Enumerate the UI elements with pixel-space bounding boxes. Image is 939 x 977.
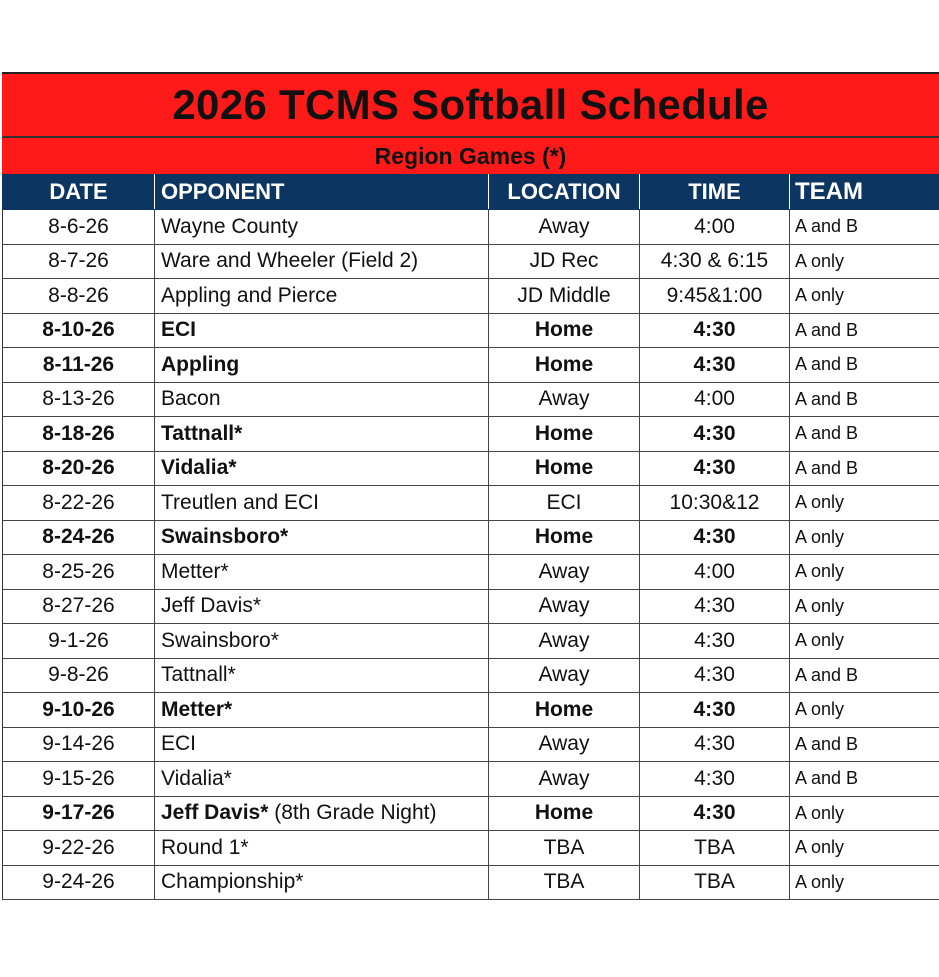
- header-row: [3, 175, 939, 210]
- table-row: [3, 796, 939, 831]
- table-row: [3, 382, 939, 417]
- header-date: DATE: [3, 175, 155, 210]
- cell-team: A only: [790, 279, 939, 314]
- header-opponent: OPPONENT: [155, 175, 489, 210]
- cell-team: A only: [790, 865, 939, 900]
- opponent-note: (8th Grade Night): [268, 801, 437, 825]
- cell-time: 4:30: [640, 589, 790, 624]
- cell-opponent: [155, 831, 489, 866]
- schedule-sheet: [2, 72, 939, 900]
- cell-opponent: [155, 451, 489, 486]
- cell-opponent: [155, 279, 489, 314]
- header-time: TIME: [640, 175, 790, 210]
- cell-opponent: [155, 658, 489, 693]
- opponent-name: Vidalia*: [161, 456, 237, 480]
- cell-date: 9-22-26: [3, 831, 155, 866]
- cell-time: 4:00: [640, 382, 790, 417]
- opponent-name: Appling and Pierce: [161, 283, 338, 307]
- cell-opponent: [155, 244, 489, 279]
- cell-time: 4:30: [640, 796, 790, 831]
- page-subtitle: Region Games (*): [2, 136, 939, 174]
- cell-location: Away: [489, 624, 640, 659]
- cell-location: ECI: [489, 486, 640, 521]
- cell-time: 10:30&12: [640, 486, 790, 521]
- opponent-name: Tattnall*: [161, 663, 236, 687]
- opponent-name: Championship*: [161, 870, 304, 894]
- cell-team: A and B: [790, 762, 939, 797]
- table-row: [3, 520, 939, 555]
- cell-location: Home: [489, 451, 640, 486]
- cell-team: A and B: [790, 417, 939, 452]
- cell-opponent: [155, 865, 489, 900]
- cell-opponent: [155, 727, 489, 762]
- opponent-name: Wayne County: [161, 214, 298, 238]
- cell-time: 4:30: [640, 658, 790, 693]
- cell-time: TBA: [640, 831, 790, 866]
- table-row: [3, 762, 939, 797]
- cell-team: A only: [790, 796, 939, 831]
- table-body: [3, 210, 939, 900]
- cell-time: 4:30: [640, 313, 790, 348]
- cell-date: 9-10-26: [3, 693, 155, 728]
- cell-location: Home: [489, 693, 640, 728]
- cell-date: 8-10-26: [3, 313, 155, 348]
- cell-team: A only: [790, 589, 939, 624]
- table-row: [3, 865, 939, 900]
- cell-location: TBA: [489, 865, 640, 900]
- cell-date: 8-7-26: [3, 244, 155, 279]
- cell-time: 4:30: [640, 417, 790, 452]
- cell-team: A only: [790, 486, 939, 521]
- cell-opponent: [155, 313, 489, 348]
- cell-date: 8-25-26: [3, 555, 155, 590]
- cell-date: 8-18-26: [3, 417, 155, 452]
- cell-location: Home: [489, 796, 640, 831]
- opponent-name: Metter*: [161, 559, 229, 583]
- cell-team: A and B: [790, 658, 939, 693]
- cell-date: 8-6-26: [3, 210, 155, 245]
- cell-date: 8-8-26: [3, 279, 155, 314]
- cell-opponent: [155, 555, 489, 590]
- cell-location: JD Rec: [489, 244, 640, 279]
- cell-time: 4:30 & 6:15: [640, 244, 790, 279]
- cell-team: A only: [790, 244, 939, 279]
- header-location: LOCATION: [489, 175, 640, 210]
- cell-time: 4:30: [640, 727, 790, 762]
- cell-time: TBA: [640, 865, 790, 900]
- table-row: [3, 693, 939, 728]
- cell-opponent: [155, 589, 489, 624]
- cell-opponent: [155, 624, 489, 659]
- cell-location: Home: [489, 417, 640, 452]
- cell-location: Home: [489, 520, 640, 555]
- opponent-name: Treutlen and ECI: [161, 490, 319, 514]
- cell-location: Away: [489, 762, 640, 797]
- cell-team: A and B: [790, 210, 939, 245]
- opponent-name: Jeff Davis*: [161, 801, 269, 825]
- opponent-name: Jeff Davis*: [161, 594, 261, 618]
- cell-date: 9-24-26: [3, 865, 155, 900]
- table-row: [3, 486, 939, 521]
- table-row: [3, 417, 939, 452]
- opponent-name: Bacon: [161, 387, 221, 411]
- schedule-table: [2, 174, 939, 900]
- table-row: [3, 624, 939, 659]
- cell-team: A only: [790, 831, 939, 866]
- cell-opponent: [155, 796, 489, 831]
- cell-date: 9-1-26: [3, 624, 155, 659]
- table-row: [3, 727, 939, 762]
- cell-team: A and B: [790, 727, 939, 762]
- table-row: [3, 589, 939, 624]
- cell-date: 8-27-26: [3, 589, 155, 624]
- cell-location: Away: [489, 727, 640, 762]
- cell-team: A and B: [790, 382, 939, 417]
- table-header: [3, 175, 939, 210]
- cell-opponent: [155, 382, 489, 417]
- table-row: [3, 244, 939, 279]
- cell-date: 8-13-26: [3, 382, 155, 417]
- cell-location: TBA: [489, 831, 640, 866]
- cell-opponent: [155, 417, 489, 452]
- cell-date: 8-22-26: [3, 486, 155, 521]
- opponent-name: Swainsboro*: [161, 525, 289, 549]
- cell-opponent: [155, 762, 489, 797]
- cell-opponent: [155, 693, 489, 728]
- table-row: [3, 210, 939, 245]
- cell-time: 4:30: [640, 693, 790, 728]
- cell-location: Away: [489, 589, 640, 624]
- table-row: [3, 348, 939, 383]
- table-row: [3, 831, 939, 866]
- opponent-name: Round 1*: [161, 835, 249, 859]
- header-team: TEAM: [790, 175, 939, 210]
- cell-location: Away: [489, 555, 640, 590]
- opponent-name: Appling: [161, 352, 240, 376]
- cell-opponent: [155, 520, 489, 555]
- cell-location: Home: [489, 313, 640, 348]
- opponent-name: Tattnall*: [161, 421, 243, 445]
- cell-team: A only: [790, 555, 939, 590]
- cell-team: A and B: [790, 451, 939, 486]
- cell-time: 4:30: [640, 520, 790, 555]
- opponent-name: ECI: [161, 732, 197, 756]
- cell-time: 4:30: [640, 348, 790, 383]
- table-row: [3, 279, 939, 314]
- page-title: 2026 TCMS Softball Schedule: [2, 72, 939, 136]
- opponent-name: ECI: [161, 318, 197, 342]
- cell-location: Away: [489, 210, 640, 245]
- cell-location: Away: [489, 382, 640, 417]
- opponent-name: Ware and Wheeler (Field 2): [161, 249, 419, 273]
- cell-date: 8-11-26: [3, 348, 155, 383]
- cell-time: 9:45&1:00: [640, 279, 790, 314]
- table-row: [3, 555, 939, 590]
- cell-date: 8-20-26: [3, 451, 155, 486]
- cell-location: JD Middle: [489, 279, 640, 314]
- cell-team: A only: [790, 693, 939, 728]
- cell-team: A only: [790, 624, 939, 659]
- cell-time: 4:30: [640, 624, 790, 659]
- cell-opponent: [155, 210, 489, 245]
- cell-date: 9-14-26: [3, 727, 155, 762]
- cell-opponent: [155, 348, 489, 383]
- cell-location: Away: [489, 658, 640, 693]
- cell-date: 8-24-26: [3, 520, 155, 555]
- cell-date: 9-8-26: [3, 658, 155, 693]
- opponent-name: Swainsboro*: [161, 628, 279, 652]
- cell-date: 9-17-26: [3, 796, 155, 831]
- cell-team: A only: [790, 520, 939, 555]
- opponent-name: Vidalia*: [161, 766, 232, 790]
- cell-location: Home: [489, 348, 640, 383]
- cell-time: 4:00: [640, 555, 790, 590]
- cell-time: 4:30: [640, 762, 790, 797]
- cell-date: 9-15-26: [3, 762, 155, 797]
- cell-time: 4:00: [640, 210, 790, 245]
- cell-team: A and B: [790, 313, 939, 348]
- table-row: [3, 658, 939, 693]
- cell-team: A and B: [790, 348, 939, 383]
- opponent-name: Metter*: [161, 697, 233, 721]
- cell-time: 4:30: [640, 451, 790, 486]
- table-row: [3, 451, 939, 486]
- cell-opponent: [155, 486, 489, 521]
- table-row: [3, 313, 939, 348]
